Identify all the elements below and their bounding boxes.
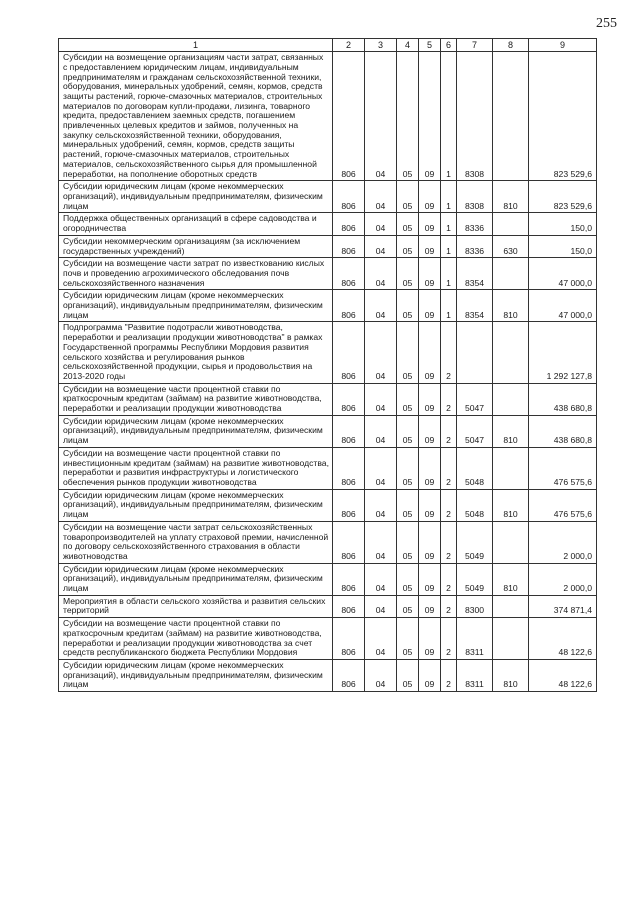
section-code: 04: [365, 181, 397, 213]
amount: 48 122,6: [529, 618, 597, 660]
article-code: 8354: [457, 290, 493, 322]
section-code: 04: [365, 447, 397, 489]
expense-type-code: [493, 447, 529, 489]
column-number: 4: [397, 39, 419, 52]
subsection-code: 05: [397, 181, 419, 213]
expense-type-code: [493, 618, 529, 660]
program-code: 09: [419, 447, 441, 489]
amount: 476 575,6: [529, 447, 597, 489]
expense-type-code: 810: [493, 563, 529, 595]
column-number-row: [59, 39, 597, 52]
subsection-code: 05: [397, 290, 419, 322]
row-name: Субсидии на возмещение части затрат по известкованию кислых почв и проведению агрохимического обследования почв сельскохозяйственного назначения: [59, 258, 333, 290]
admin-code: 806: [333, 595, 365, 617]
amount: 438 680,8: [529, 383, 597, 415]
row-name: Субсидии некоммерческим организациям (за исключением государственных учреждений): [59, 235, 333, 257]
program-code: 09: [419, 235, 441, 257]
article-code: 5048: [457, 447, 493, 489]
amount: 48 122,6: [529, 659, 597, 691]
amount: 150,0: [529, 213, 597, 235]
section-code: 04: [365, 235, 397, 257]
subsection-code: 05: [397, 235, 419, 257]
program-code: 09: [419, 290, 441, 322]
section-code: 04: [365, 563, 397, 595]
amount: 823 529,6: [529, 52, 597, 181]
section-code: 04: [365, 383, 397, 415]
program-code: 09: [419, 659, 441, 691]
subprogram-code: 2: [441, 618, 457, 660]
budget-table: [58, 38, 597, 692]
column-number: 3: [365, 39, 397, 52]
column-number: 2: [333, 39, 365, 52]
expense-type-code: 810: [493, 489, 529, 521]
column-number: 6: [441, 39, 457, 52]
program-code: 09: [419, 563, 441, 595]
section-code: 04: [365, 521, 397, 563]
row-name: Субсидии на возмещение части процентной ставки по инвестиционным кредитам (займам) на развитие животноводства, переработки и развития инфраструктуры и логистического обеспечения рынков продукции животноводства: [59, 447, 333, 489]
row-name: Субсидии на возмещение организациям части затрат, связанных с предоставлением юридическим лицам, индивидуальным предпринимателям и гражданам сельскохозяйственной техники, оборудования, минеральных удобрений, семян, кормов, средств защиты растений, горюче-смазочных материалов, строительных материалов по договорам купли-продажи, лизинга, товарного кредита, предоставлением заемных средств, погашением привлеченных целевых кредитов и займов, полученных на закупку сельскохозяйственной техники, оборудования, минеральных удобрений, семян, кормов, средств защиты растений, горюче-смазочных материалов, строительных материалов, сельскохозяйственного сырья для промышленной переработки, на пополнение оборотных средств: [59, 52, 333, 181]
expense-type-code: 810: [493, 290, 529, 322]
article-code: 5047: [457, 415, 493, 447]
admin-code: 806: [333, 415, 365, 447]
article-code: 8308: [457, 52, 493, 181]
admin-code: 806: [333, 290, 365, 322]
expense-type-code: [493, 258, 529, 290]
expense-type-code: [493, 521, 529, 563]
expense-type-code: [493, 52, 529, 181]
subsection-code: 05: [397, 659, 419, 691]
row-name: Поддержка общественных организаций в сфере садоводства и огородничества: [59, 213, 333, 235]
table-row: [59, 235, 597, 257]
expense-type-code: 810: [493, 181, 529, 213]
subprogram-code: 1: [441, 258, 457, 290]
section-code: 04: [365, 52, 397, 181]
subprogram-code: 1: [441, 52, 457, 181]
amount: 47 000,0: [529, 258, 597, 290]
expense-type-code: [493, 213, 529, 235]
admin-code: 806: [333, 659, 365, 691]
row-name: Субсидии юридическим лицам (кроме некоммерческих организаций), индивидуальным предпринимателям, физическим лицам: [59, 659, 333, 691]
subsection-code: 05: [397, 521, 419, 563]
table-row: [59, 521, 597, 563]
admin-code: 806: [333, 52, 365, 181]
subsection-code: 05: [397, 618, 419, 660]
subprogram-code: 1: [441, 181, 457, 213]
subprogram-code: 2: [441, 415, 457, 447]
row-name: Субсидии на возмещение части процентной ставки по краткосрочным кредитам (займам) на развитие животноводства, переработки и реализации продукции животноводства за счет средств республиканского бюджета Республики Мордовия: [59, 618, 333, 660]
row-name: Субсидии на возмещение части процентной ставки по краткосрочным кредитам (займам) на развитие животноводства, переработки и реализации продукции животноводства: [59, 383, 333, 415]
subprogram-code: 1: [441, 290, 457, 322]
program-code: 09: [419, 52, 441, 181]
article-code: 8336: [457, 235, 493, 257]
amount: 438 680,8: [529, 415, 597, 447]
article-code: 8354: [457, 258, 493, 290]
table-row: [59, 213, 597, 235]
section-code: 04: [365, 213, 397, 235]
subprogram-code: 1: [441, 235, 457, 257]
admin-code: 806: [333, 618, 365, 660]
article-code: 8311: [457, 618, 493, 660]
article-code: 8311: [457, 659, 493, 691]
admin-code: 806: [333, 521, 365, 563]
admin-code: 806: [333, 213, 365, 235]
amount: 1 292 127,8: [529, 322, 597, 383]
amount: 2 000,0: [529, 563, 597, 595]
amount: 374 871,4: [529, 595, 597, 617]
table-row: [59, 659, 597, 691]
amount: 2 000,0: [529, 521, 597, 563]
column-number: 9: [529, 39, 597, 52]
subsection-code: 05: [397, 563, 419, 595]
article-code: 8300: [457, 595, 493, 617]
table-row: [59, 489, 597, 521]
subsection-code: 05: [397, 258, 419, 290]
subprogram-code: 2: [441, 521, 457, 563]
admin-code: 806: [333, 447, 365, 489]
section-code: 04: [365, 415, 397, 447]
program-code: 09: [419, 322, 441, 383]
table-row: [59, 52, 597, 181]
article-code: 5048: [457, 489, 493, 521]
table-row: [59, 618, 597, 660]
program-code: 09: [419, 415, 441, 447]
admin-code: 806: [333, 258, 365, 290]
row-name: Субсидии юридическим лицам (кроме некоммерческих организаций), индивидуальным предпринимателям, физическим лицам: [59, 290, 333, 322]
table-row: [59, 290, 597, 322]
subprogram-code: 2: [441, 563, 457, 595]
program-code: 09: [419, 383, 441, 415]
subsection-code: 05: [397, 213, 419, 235]
subprogram-code: 2: [441, 659, 457, 691]
program-code: 09: [419, 181, 441, 213]
column-number: 1: [59, 39, 333, 52]
section-code: 04: [365, 489, 397, 521]
row-name: Субсидии юридическим лицам (кроме некоммерческих организаций), индивидуальным предпринимателям, физическим лицам: [59, 181, 333, 213]
article-code: [457, 322, 493, 383]
expense-type-code: 630: [493, 235, 529, 257]
column-number: 7: [457, 39, 493, 52]
amount: 823 529,6: [529, 181, 597, 213]
amount: 47 000,0: [529, 290, 597, 322]
subprogram-code: 2: [441, 447, 457, 489]
table-row: [59, 595, 597, 617]
article-code: 8336: [457, 213, 493, 235]
column-number: 8: [493, 39, 529, 52]
subprogram-code: 2: [441, 322, 457, 383]
row-name: Субсидии юридическим лицам (кроме некоммерческих организаций), индивидуальным предпринимателям, физическим лицам: [59, 489, 333, 521]
program-code: 09: [419, 489, 441, 521]
subsection-code: 05: [397, 415, 419, 447]
section-code: 04: [365, 618, 397, 660]
program-code: 09: [419, 213, 441, 235]
subsection-code: 05: [397, 322, 419, 383]
article-code: 5049: [457, 563, 493, 595]
subsection-code: 05: [397, 383, 419, 415]
admin-code: 806: [333, 383, 365, 415]
program-code: 09: [419, 521, 441, 563]
article-code: 5047: [457, 383, 493, 415]
admin-code: 806: [333, 235, 365, 257]
admin-code: 806: [333, 181, 365, 213]
program-code: 09: [419, 618, 441, 660]
program-code: 09: [419, 258, 441, 290]
column-number: 5: [419, 39, 441, 52]
row-name: Подпрограмма "Развитие подотрасли животноводства, переработки и реализации продукции животноводства" в рамках Государственной программы Республики Мордовия развития сельского хозяйства и регулирования рынков сельскохозяйственной продукции, сырья и продовольствия на 2013-2020 годы: [59, 322, 333, 383]
subsection-code: 05: [397, 489, 419, 521]
program-code: 09: [419, 595, 441, 617]
expense-type-code: 810: [493, 415, 529, 447]
subprogram-code: 2: [441, 383, 457, 415]
table-row: [59, 181, 597, 213]
admin-code: 806: [333, 563, 365, 595]
subprogram-code: 1: [441, 213, 457, 235]
section-code: 04: [365, 322, 397, 383]
amount: 150,0: [529, 235, 597, 257]
amount: 476 575,6: [529, 489, 597, 521]
section-code: 04: [365, 290, 397, 322]
subsection-code: 05: [397, 595, 419, 617]
row-name: Субсидии юридическим лицам (кроме некоммерческих организаций), индивидуальным предпринимателям, физическим лицам: [59, 563, 333, 595]
table-row: [59, 322, 597, 383]
row-name: Мероприятия в области сельского хозяйства и развития сельских территорий: [59, 595, 333, 617]
article-code: 8308: [457, 181, 493, 213]
table-row: [59, 415, 597, 447]
expense-type-code: [493, 322, 529, 383]
subsection-code: 05: [397, 447, 419, 489]
section-code: 04: [365, 595, 397, 617]
expense-type-code: 810: [493, 659, 529, 691]
expense-type-code: [493, 383, 529, 415]
section-code: 04: [365, 258, 397, 290]
page-number: 255: [596, 16, 617, 31]
section-code: 04: [365, 659, 397, 691]
expense-type-code: [493, 595, 529, 617]
admin-code: 806: [333, 322, 365, 383]
subsection-code: 05: [397, 52, 419, 181]
subprogram-code: 2: [441, 489, 457, 521]
article-code: 5049: [457, 521, 493, 563]
admin-code: 806: [333, 489, 365, 521]
row-name: Субсидии юридическим лицам (кроме некоммерческих организаций), индивидуальным предпринимателям, физическим лицам: [59, 415, 333, 447]
row-name: Субсидии на возмещение части затрат сельскохозяйственных товаропроизводителей на уплату страховой премии, начисленной по договору сельскохозяйственного страхования в области животноводства: [59, 521, 333, 563]
table-row: [59, 447, 597, 489]
table-row: [59, 383, 597, 415]
subprogram-code: 2: [441, 595, 457, 617]
table-row: [59, 563, 597, 595]
table-row: [59, 258, 597, 290]
